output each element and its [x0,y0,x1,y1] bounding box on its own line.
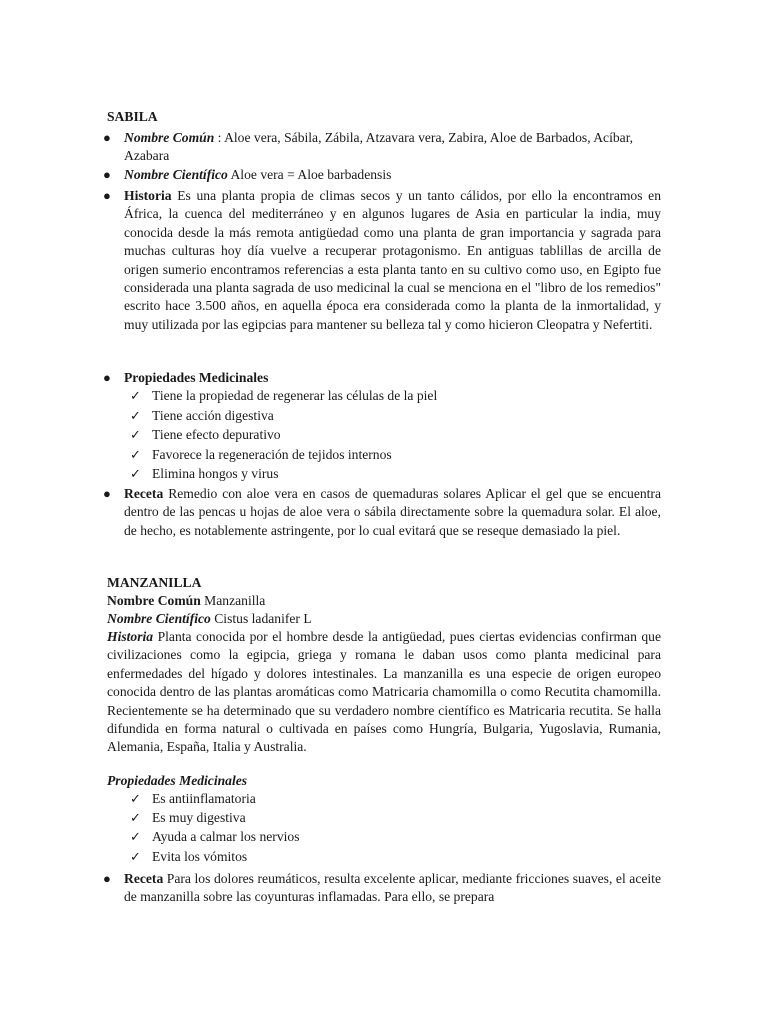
list-item: ✓ Tiene la propiedad de regenerar las células de la piel [130,387,630,407]
manzanilla-common-name: Nombre Común Manzanilla [107,593,266,608]
checkmark-icon: ✓ [130,848,141,864]
bullet-icon: ● [103,167,111,182]
list-item: ✓ Elimina hongos y virus [130,465,630,485]
list-item: ✓ Tiene acción digestiva [130,407,630,427]
manzanilla-history: Historia Planta conocida por el hombre desde la antigüedad, pues ciertas evidencias confirman que civilizaciones como la egipcia, griega y romana le daban usos como planta medicinal para enfermedades del hígado y dolores intestinales. La manzanilla es una especie de origen europeo conocida dentro de las plantas aromáticas como Matricaria chamomilla o como Recutita chamomilla. Recientemente se ha determinado que su verdadero nombre científico es Matricaria recutita. Se halla difundida en forma natural o cultivada en países como Hungría, Bulgaria, Yugoslavia, Rumania, Alemania, España, Italia y Australia. [107,629,661,755]
list-item: ✓ Evita los vómitos [130,848,630,867]
checkmark-icon: ✓ [130,388,141,403]
list-item: ✓ Favorece la regeneración de tejidos internos [130,446,630,466]
sabila-history: Historia Es una planta propia de climas secos y un tanto cálidos, por ello la encontramos en África, la cuenca del mediterráneo y en algunos lugares de Asia en particular la india, muy conocida desde la más remota antigüedad como una planta de gran importancia y sagrada para muchas culturas hoy día vuelve a recuperar protagonismo. En antiguas tablillas de arcilla de origen sumerio encontramos referencias a esta planta tanto en su cultivo como uso, en Egipto fue considerada una planta sagrada de uso medicinal la cual se menciona en el "libro de los remedios" escrito hace 3.500 años, en aquella época era considerada como la planta de la inmortalidad, y muy utilizada por las egipcias para mantener su belleza tal y como hicieron Cleopatra y Nefertiti. [124,188,661,332]
sabila-properties-label: Propiedades Medicinales [124,370,269,385]
list-item: ✓ Ayuda a calmar los nervios [130,828,630,847]
sabila-recipe: Receta Remedio con aloe vera en casos de quemaduras solares Aplicar el gel que se encuentra dentro de las pencas u hojas de aloe vera o sábila directamente sobre la quemadura solar. El aloe, de hecho, es notablemente astringente, por lo cual evitará que se reseque demasiado la piel. [124,486,661,538]
checkmark-icon: ✓ [130,829,141,845]
sabila-common-name: Nombre Común : Aloe vera, Sábila, Zábila, Atzavara vera, Zabira, Aloe de Barbados, Acíbar, Azabara [124,130,634,164]
manzanilla-scientific-name: Nombre Científico Cistus ladanifer L [107,611,312,626]
list-item: ✓ Es antiinflamatoria [130,790,630,809]
checkmark-icon: ✓ [130,810,141,826]
bullet-icon: ● [103,130,111,145]
sabila-scientific-name: Nombre Científico Aloe vera = Aloe barbadensis [124,167,392,182]
checkmark-icon: ✓ [130,466,141,482]
list-item: ✓ Es muy digestiva [130,809,630,828]
sabila-properties-list [130,387,630,485]
manzanilla-properties-list [130,790,630,867]
section-heading-manzanilla: MANZANILLA [107,575,202,590]
checkmark-icon: ✓ [130,427,141,443]
manzanilla-recipe: Receta Para los dolores reumáticos, resulta excelente aplicar, mediante fricciones suaves, el aceite de manzanilla sobre las coyunturas inflamadas. Para ello, se prepara [124,871,661,905]
bullet-icon: ● [103,188,111,203]
bullet-icon: ● [103,370,111,385]
list-item: ✓ Tiene efecto depurativo [130,426,630,446]
checkmark-icon: ✓ [130,791,141,806]
checkmark-icon: ✓ [130,446,141,462]
checkmark-icon: ✓ [130,407,141,423]
bullet-icon: ● [103,871,111,886]
bullet-icon: ● [103,486,111,501]
section-heading-sabila: SABILA [107,109,158,124]
manzanilla-properties-label: Propiedades Medicinales [107,773,248,788]
